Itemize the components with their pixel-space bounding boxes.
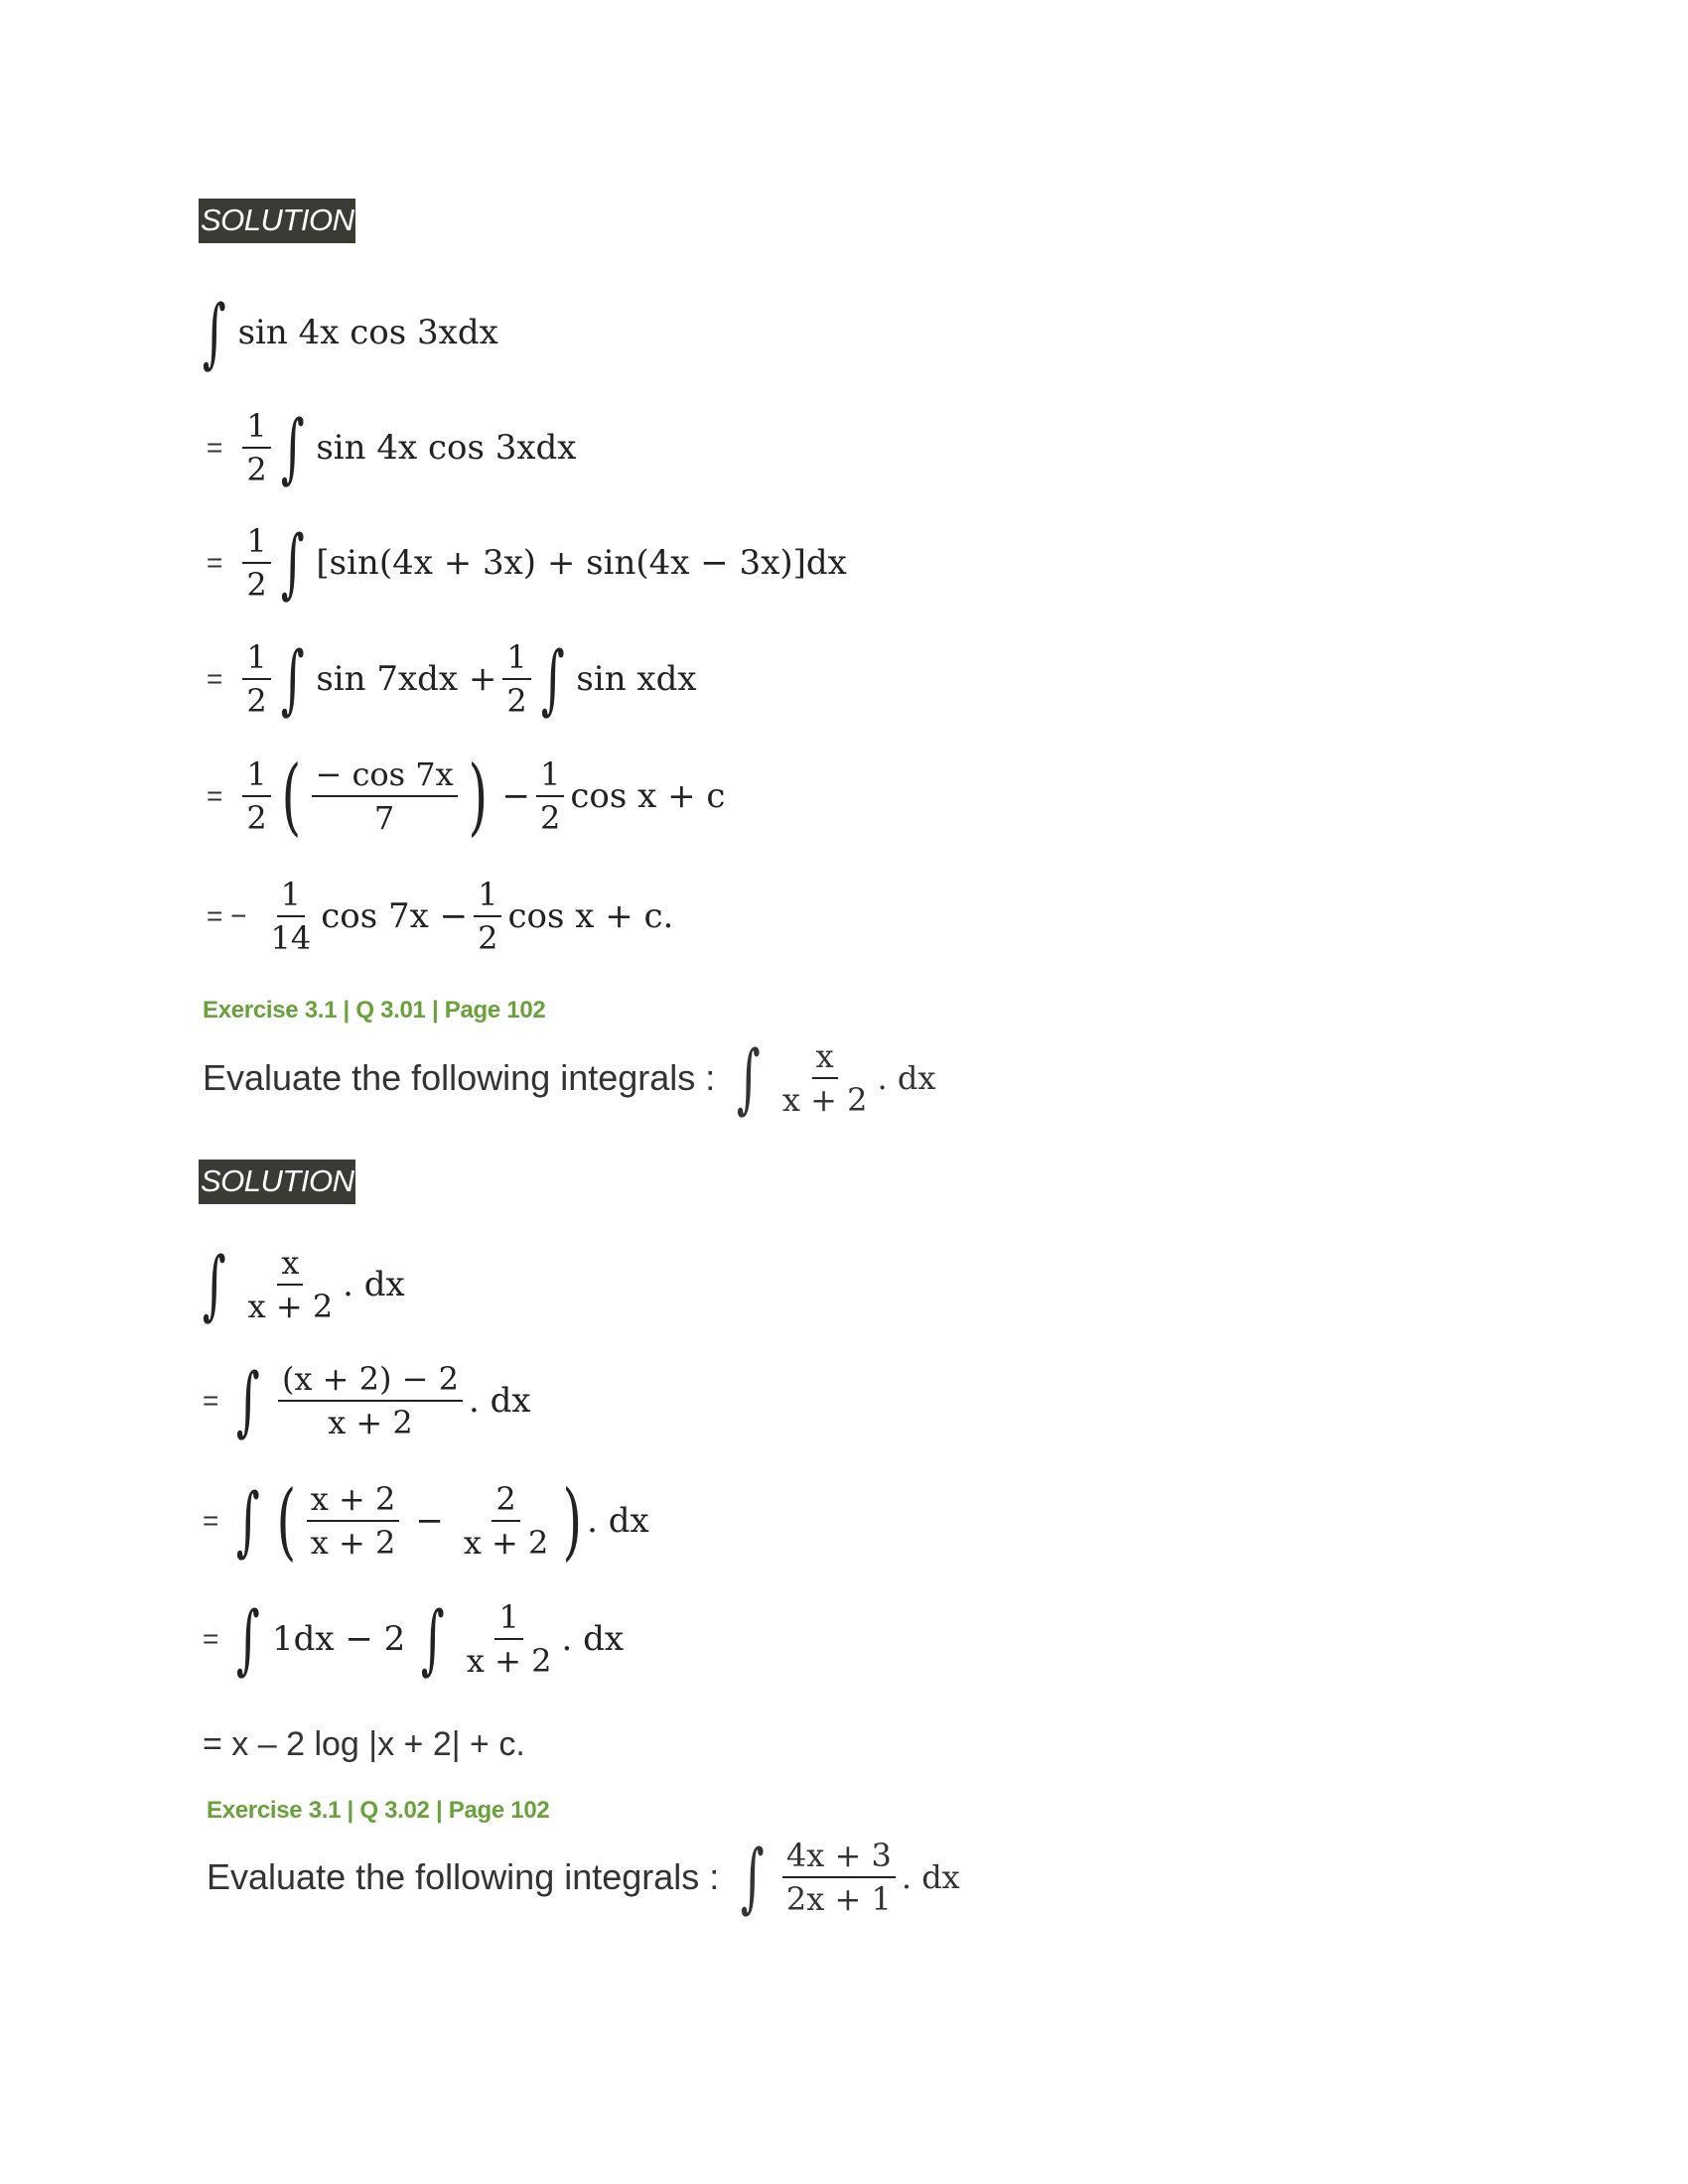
integral-sign: ∫ (421, 1594, 445, 1684)
solution1-line5 (207, 876, 673, 958)
equals-sign: = (203, 1505, 219, 1536)
solution2-line1 (203, 1356, 531, 1445)
integral-sign: ∫ (540, 634, 565, 724)
integral-sign: ∫ (280, 403, 305, 492)
math-expression: sin 7xdx + (316, 659, 497, 700)
solution1-line2 (207, 518, 847, 608)
equals-sign: = (203, 1385, 219, 1417)
integral-sign: ∫ (202, 1240, 226, 1329)
equals-sign: = (207, 432, 223, 464)
fraction: $\frac{x}{x + 2}$ (781, 1037, 868, 1120)
fraction: $\frac{- \cos 7x}{7}$ (312, 755, 458, 838)
solution1-line1 (207, 403, 577, 492)
equals-sign: = (207, 780, 223, 811)
minus-sign: − (501, 776, 530, 816)
solution1-line4 (207, 748, 726, 845)
integral-sign: ∫ (737, 1033, 761, 1123)
question (203, 1033, 936, 1123)
integral-sign: ∫ (280, 518, 305, 608)
solution1-line3 (207, 634, 697, 724)
right-paren: ) (562, 1472, 583, 1570)
question (207, 1833, 960, 1922)
right-paren: ) (468, 748, 488, 845)
math-expression: . dx (469, 1381, 531, 1422)
exercise-reference: Exercise 3.1 | Q 3.02 | Page 102 (207, 1797, 550, 1824)
solution2-line2 (203, 1472, 649, 1570)
fraction: $\frac{2}{x + 2}$ (463, 1479, 549, 1562)
fraction: $\frac{1}{2}$ (242, 755, 270, 838)
minus-sign: − (415, 1501, 444, 1541)
left-paren: ( (281, 748, 301, 845)
integral-sign: ∫ (236, 1594, 261, 1684)
solution-badge: SOLUTION (199, 199, 355, 243)
integral-sign: ∫ (741, 1833, 765, 1922)
equals-sign: = (207, 547, 223, 579)
fraction: $\frac{4x + 3}{2x + 1}$ (782, 1837, 896, 1919)
math-expression: . dx (561, 1619, 625, 1660)
math-expression: . dx (343, 1265, 405, 1305)
question-text: Evaluate the following integrals : (207, 1856, 720, 1898)
math-expression: [sin(4x + 3x) + sin(4x − 3x)]dx (316, 543, 847, 584)
solution2-line0 (199, 1240, 405, 1329)
fraction: $\frac{x}{x + 2}$ (247, 1244, 334, 1326)
math-expression: . dx (877, 1059, 936, 1098)
fraction: $\frac{1}{2}$ (536, 755, 564, 838)
math-expression: cos x + c (570, 776, 726, 816)
left-paren: ( (276, 1472, 297, 1570)
fraction: $\frac{1}{x + 2}$ (466, 1598, 552, 1681)
exercise-reference: Exercise 3.1 | Q 3.01 | Page 102 (203, 997, 546, 1024)
equals-sign: = (207, 663, 223, 695)
integral-sign: ∫ (202, 288, 226, 376)
integral-sign: ∫ (236, 1476, 261, 1565)
fraction: $\frac{1}{2}$ (242, 638, 270, 721)
solution2-result: = x – 2 log |x + 2| + c. (203, 1725, 525, 1763)
fraction: $\frac{x + 2}{x + 2}$ (307, 1480, 400, 1563)
math-expression: sin xdx (576, 659, 697, 700)
fraction: $\frac{1}{2}$ (474, 876, 501, 958)
math-expression: cos x + c. (507, 896, 674, 937)
equals-sign: = (203, 1623, 219, 1655)
math-expression: . dx (587, 1501, 649, 1541)
math-expression: sin 4x cos 3xdx (237, 313, 498, 352)
integral-sign: ∫ (236, 1356, 261, 1445)
fraction: $\frac{1}{14}$ (270, 876, 312, 958)
fraction: $\frac{1}{2}$ (242, 407, 270, 489)
math-expression: cos 7x − (321, 896, 469, 937)
math-expression: . dx (901, 1858, 960, 1897)
fraction: $\frac{(x + 2) - 2}{x + 2}$ (278, 1360, 463, 1442)
math-expression: 1dx − 2 (271, 1619, 406, 1660)
solution1-line0 (199, 288, 498, 376)
fraction: $\frac{1}{2}$ (502, 638, 530, 721)
question-text: Evaluate the following integrals : (203, 1057, 716, 1099)
fraction: $\frac{1}{2}$ (242, 522, 270, 605)
solution2-line3 (203, 1594, 625, 1684)
math-expression: sin 4x cos 3xdx (316, 428, 577, 469)
solution-badge: SOLUTION (199, 1160, 355, 1204)
integral-sign: ∫ (280, 634, 305, 724)
equals-sign: = − (207, 900, 247, 932)
